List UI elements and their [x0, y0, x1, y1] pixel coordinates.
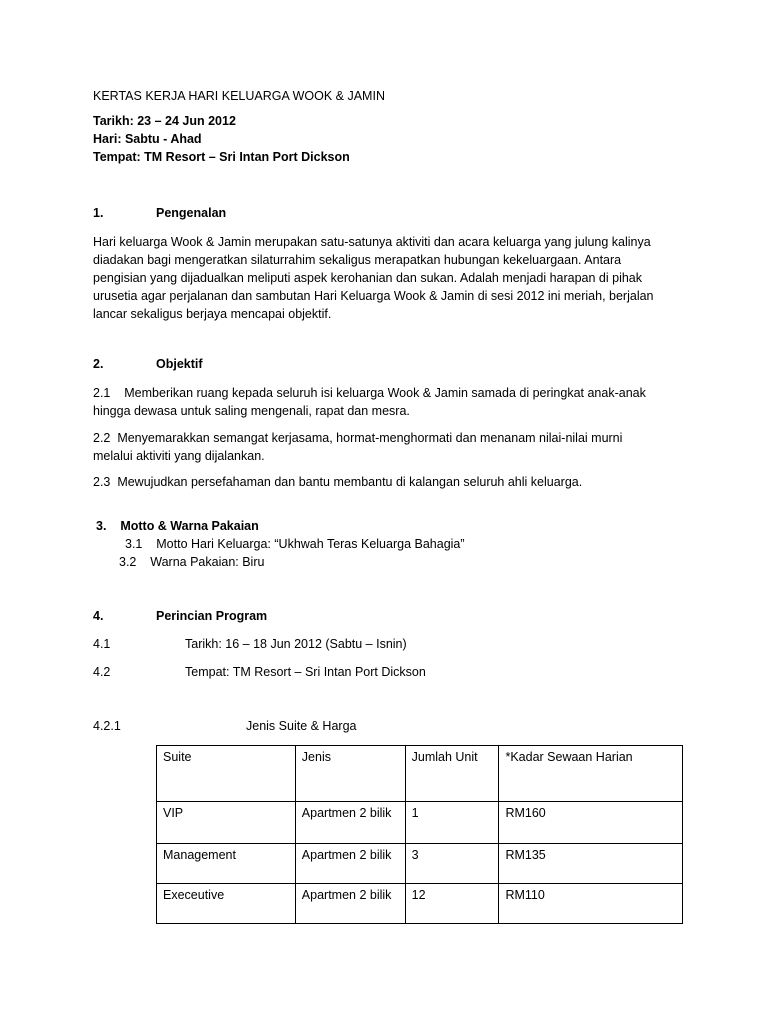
- objective-item-2-2: [93, 429, 683, 465]
- section4-number: 4.: [93, 609, 104, 623]
- paragraph-line: 2.2 Menyemarakkan semangat kerjasama, hormat-menghormati dan menanam nilai-nilai murni: [93, 431, 623, 445]
- section4-heading: Perincian Program: [156, 609, 268, 623]
- table-cell: RM110: [499, 884, 683, 924]
- event-date: Tarikh: 23 – 24 Jun 2012: [93, 114, 236, 128]
- paragraph-line: Hari keluarga Wook & Jamin merupakan satu-satunya aktiviti dan acara keluarga yang julung kalinya: [93, 235, 651, 249]
- table-cell: Apartmen 2 bilik: [295, 802, 405, 844]
- item-4-1-number: 4.1: [93, 637, 111, 651]
- section1-number: 1.: [93, 206, 104, 220]
- item-4-2-1-text: Jenis Suite & Harga: [246, 719, 357, 733]
- objective-item-2-1: [93, 384, 683, 420]
- table-header-row: [157, 746, 683, 802]
- paragraph-line: hingga dewasa untuk saling mengenali, rapat dan mesra.: [93, 404, 410, 418]
- table-cell: RM135: [499, 844, 683, 884]
- item-4-2-number: 4.2: [93, 665, 111, 679]
- table-row: [157, 884, 683, 924]
- table-header-cell: *Kadar Sewaan Harian: [499, 746, 683, 802]
- document-title: KERTAS KERJA HARI KELUARGA WOOK & JAMIN: [93, 89, 385, 103]
- paragraph-line: diadakan bagi mengeratkan silaturrahim sekaligus merapatkan hubungan kekeluargaan. Antara: [93, 253, 622, 267]
- paragraph-line: urusetia agar perjalanan dan sambutan Hari Keluarga Wook & Jamin di sesi 2012 ini meriah, berjalan: [93, 289, 654, 303]
- table-cell: 12: [405, 884, 499, 924]
- table-cell: Execeutive: [157, 884, 296, 924]
- item-4-2-1-number: 4.2.1: [93, 719, 121, 733]
- item-4-2-text: Tempat: TM Resort – Sri Intan Port Dickson: [185, 665, 426, 679]
- section3-heading: 3. Motto & Warna Pakaian: [96, 519, 259, 533]
- event-venue: Tempat: TM Resort – Sri Intan Port Dickson: [93, 150, 350, 164]
- section2-number: 2.: [93, 357, 104, 371]
- paragraph-line: lancar sekaligus berjaya mencapai objektif.: [93, 307, 332, 321]
- suite-price-table: [156, 745, 683, 924]
- section2-heading: Objektif: [156, 357, 203, 371]
- table-cell: 3: [405, 844, 499, 884]
- table-cell: 1: [405, 802, 499, 844]
- table-header-cell: Jenis: [295, 746, 405, 802]
- table-cell: Apartmen 2 bilik: [295, 884, 405, 924]
- table-cell: Apartmen 2 bilik: [295, 844, 405, 884]
- table-header-cell: Jumlah Unit: [405, 746, 499, 802]
- paragraph-line: 2.1 Memberikan ruang kepada seluruh isi keluarga Wook & Jamin samada di peringkat anak-anak: [93, 386, 646, 400]
- table-row: [157, 802, 683, 844]
- item-4-1-text: Tarikh: 16 – 18 Jun 2012 (Sabtu – Isnin): [185, 637, 407, 651]
- motto-item: 3.1 Motto Hari Keluarga: “Ukhwah Teras Keluarga Bahagia”: [125, 537, 465, 551]
- table-cell: RM160: [499, 802, 683, 844]
- dress-color-item: 3.2 Warna Pakaian: Biru: [119, 555, 265, 569]
- event-days: Hari: Sabtu - Ahad: [93, 132, 202, 146]
- table-row: [157, 844, 683, 884]
- objective-item-2-3: 2.3 Mewujudkan persefahaman dan bantu membantu di kalangan seluruh ahli keluarga.: [93, 475, 583, 489]
- paragraph-line: melalui aktiviti yang dijalankan.: [93, 449, 265, 463]
- table-cell: Management: [157, 844, 296, 884]
- table-cell: VIP: [157, 802, 296, 844]
- section1-heading: Pengenalan: [156, 206, 227, 220]
- table-header-cell: Suite: [157, 746, 296, 802]
- paragraph-line: pengisian yang dijadualkan meliputi aspek kerohanian dan sukan. Adalah menjadi harapan di pihak: [93, 271, 642, 285]
- section1-paragraph: [93, 233, 683, 323]
